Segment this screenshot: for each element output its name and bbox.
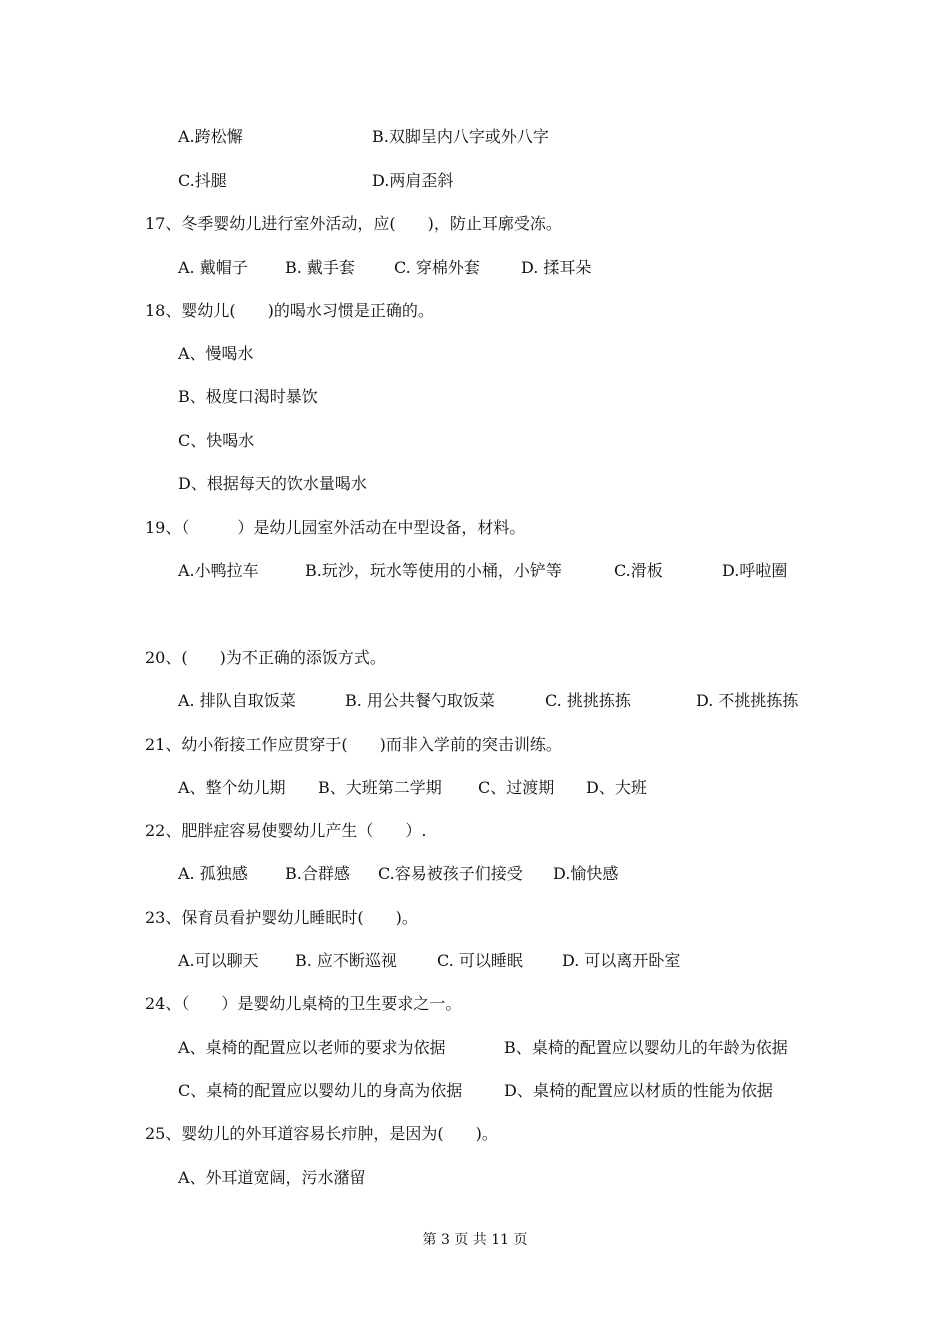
q16-option-a: A.跨松懈 [178,127,243,146]
q22-option-c: C.容易被孩子们接受 [378,864,523,883]
q23-option-b: B. 应不断巡视 [295,951,397,970]
q24-option-b: B、桌椅的配置应以婴幼儿的年龄为依据 [504,1038,788,1057]
q20-option-b: B. 用公共餐勺取饭菜 [345,691,495,710]
q22-option-a: A. 孤独感 [178,864,248,883]
q23-option-d: D. 可以离开卧室 [562,951,681,970]
q24-option-c: C、桌椅的配置应以婴幼儿的身高为依据 [178,1081,463,1100]
q24-stem: 24、（ ）是婴幼儿桌椅的卫生要求之一。 [145,994,462,1013]
q21-stem: 21、幼小衔接工作应贯穿于( )而非入学前的突击训练。 [145,735,562,754]
q16-option-d: D.两肩歪斜 [372,171,454,190]
q21-option-b: B、大班第二学期 [318,778,442,797]
q21-option-a: A、整个幼儿期 [178,778,286,797]
q24-option-d: D、桌椅的配置应以材质的性能为依据 [504,1081,773,1100]
q18-option-a: A、慢喝水 [178,344,254,363]
q17-option-b: B. 戴手套 [285,258,355,277]
q17-option-c: C. 穿棉外套 [394,258,480,277]
q22-stem: 22、肥胖症容易使婴幼儿产生（ ）. [145,821,427,840]
q17-option-a: A. 戴帽子 [178,258,248,277]
page-footer: 第 3 页 共 11 页 [422,1232,528,1248]
q18-option-d: D、根据每天的饮水量喝水 [178,474,367,493]
q23-option-a: A.可以聊天 [178,951,259,970]
q16-option-c: C.抖腿 [178,171,227,190]
q25-option-a: A、外耳道宽阔，污水潴留 [178,1168,366,1187]
q18-option-b: B、极度口渴时暴饮 [178,387,318,406]
q20-option-c: C. 挑挑拣拣 [545,691,631,710]
q23-stem: 23、保育员看护婴幼儿睡眠时( )。 [145,908,418,927]
q24-option-a: A、桌椅的配置应以老师的要求为依据 [178,1038,446,1057]
q18-option-c: C、快喝水 [178,431,255,450]
q25-stem: 25、婴幼儿的外耳道容易长疖肿，是因为( )。 [145,1124,498,1143]
q19-option-c: C.滑板 [614,561,663,580]
q17-option-d: D. 揉耳朵 [521,258,592,277]
q20-option-a: A. 排队自取饭菜 [178,691,296,710]
q20-option-d: D. 不挑挑拣拣 [696,691,799,710]
q20-stem: 20、( )为不正确的添饭方式。 [145,648,386,667]
q19-stem: 19、（ ）是幼儿园室外活动在中型设备，材料。 [145,518,526,537]
q19-option-b: B.玩沙，玩水等使用的小桶，小铲等 [305,561,562,580]
q17-stem: 17、冬季婴幼儿进行室外活动，应( )，防止耳廓受冻。 [145,214,562,233]
q23-option-c: C. 可以睡眠 [437,951,523,970]
q18-stem: 18、婴幼儿( )的喝水习惯是正确的。 [145,301,434,320]
q19-option-a: A.小鸭拉车 [178,561,259,580]
q19-option-d: D.呼啦圈 [722,561,788,580]
q16-option-b: B.双脚呈内八字或外八字 [372,127,549,146]
q22-option-b: B.合群感 [285,864,350,883]
q21-option-c: C、过渡期 [478,778,555,797]
q21-option-d: D、大班 [586,778,647,797]
q22-option-d: D.愉快感 [553,864,619,883]
